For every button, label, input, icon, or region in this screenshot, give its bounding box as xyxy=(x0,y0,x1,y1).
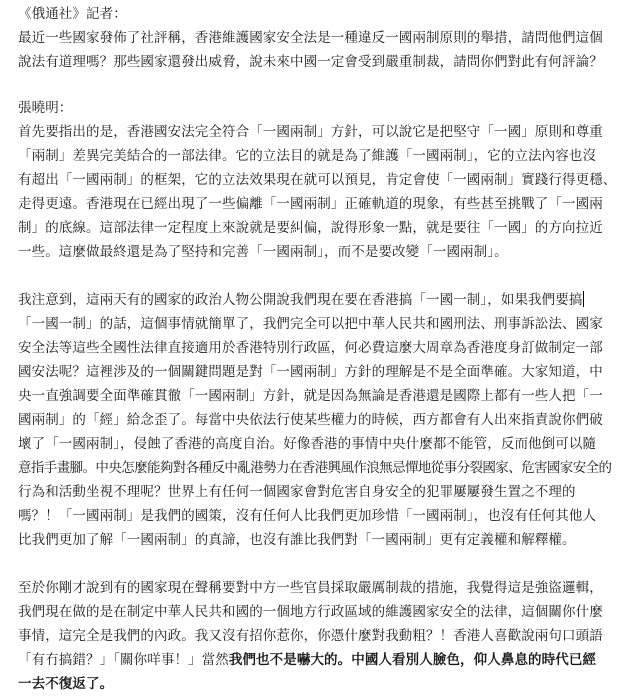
paragraph-gap xyxy=(18,264,618,288)
paragraph2-line: 國安法呢？這裡涉及的一個關鍵問題是對「一國兩制」方針的理解是不是全面準確。大家知道，中 xyxy=(18,364,603,380)
paragraph3-line: 事情，這完全是我們的內政。我又沒有招你惹你，你憑什麼對我動粗？！香港人喜歡說兩句口頭語 xyxy=(18,628,603,644)
paragraph-gap xyxy=(18,552,618,576)
paragraph1-line: 「兩制」差異完美結合的一部法律。它的立法目的就是為了維護「一國兩制」，它的立法內容也沒 xyxy=(18,148,597,164)
answer-speaker: 張曉明： xyxy=(18,100,73,116)
paragraph1-line: 首先要指出的是，香港國安法完全符合「一國兩制」方針，可以說它是把堅守「一國」原則和尊重 xyxy=(18,124,603,140)
paragraph2-line: 嗎？！「一國兩制」是我們的國策，沒有任何人比我們更加珍惜「一國兩制」，也沒有任何其他人 xyxy=(18,508,597,524)
paragraph2-line: 壞了「一國兩制」，侵蝕了香港的高度自治。好像香港的事情中央什麼都不能管，反而他倒可以隨 xyxy=(18,436,597,452)
paragraph3-bold-text: 我們也不是嚇大的。中國人看別人臉色，仰人鼻息的時代已經 xyxy=(228,652,597,668)
paragraph1-line: 有超出「一國兩制」的框架，它的立法效果現在就可以預見，肯定會使「一國兩制」實踐行得更穩、 xyxy=(18,172,617,188)
paragraph2-line[interactable] xyxy=(18,288,618,312)
paragraph2-line: 意指手畫腳。中央怎麼能夠對各種反中亂港勢力在香港興風作浪無忌憚地從事分裂國家、危害國家安全的 xyxy=(18,460,612,476)
paragraph-gap xyxy=(18,74,618,96)
paragraph2-line: 「一國一制」的話，這個事情就簡單了，我們完全可以把中華人民共和國刑法、刑事訴訟法、國家 xyxy=(18,316,603,332)
document-body xyxy=(18,2,618,696)
text-cursor xyxy=(583,291,584,307)
paragraph3-line: 我們現在做的是在制定中華人民共和國的一個地方行政區域的維護國家安全的法律，這個關你什麼 xyxy=(18,604,603,620)
paragraph3-plain-text: 「有冇搞錯？」「關你咩事！」當然 xyxy=(18,652,229,668)
paragraph3-line: 至於你剛才說到有的國家現在聲稱要對中方一些官員採取嚴厲制裁的措施，我覺得這是強盜邏輯， xyxy=(18,580,603,596)
paragraph2-line: 國兩制」的「經」給念歪了。每當中央依法行使某些權力的時候，西方都會有人出來指責說你們破 xyxy=(18,412,603,428)
paragraph3-line xyxy=(18,648,618,672)
paragraph2-line: 央一直強調要全面準確貫徹「一國兩制」方針，就是因為無論是香港還是國際上都有一些人把「一 xyxy=(18,388,603,404)
question-line: 最近一些國家發佈了社評稱，香港維護國家安全法是一種違反一國兩制原則的舉措，請問他們這個 xyxy=(18,30,603,46)
paragraph1-line: 制」的底線。這部法律一定程度上來說就是要糾偏，說得形象一點，就是要往「一國」的方向拉近 xyxy=(18,220,603,236)
paragraph3-bold-line: 一去不復返了。 xyxy=(18,676,114,692)
question-speaker: 《俄通社》記者： xyxy=(18,6,127,22)
paragraph1-line: 走得更遠。香港現在已經出現了一些偏離「一國兩制」正確軌道的現象，有些甚至挑戰了「一國兩 xyxy=(18,196,603,212)
paragraph2-line-text: 我注意到，這兩天有的國家的政治人物公開說我們現在要在香港搞「一國一制」，如果我們要搞 xyxy=(18,292,583,308)
paragraph2-line: 安全法等這些全國性法律直接適用於香港特別行政區，何必費這麼大周章為香港度身訂做制定一部 xyxy=(18,340,603,356)
paragraph2-line: 比我們更加了解「一國兩制」的真諦，也沒有誰比我們對「一國兩制」更有定義權和解釋權。 xyxy=(18,532,576,548)
paragraph2-line: 行為和活動坐視不理呢？世界上有任何一個國家會對危害自身安全的犯罪屢屢發生置之不理的 xyxy=(18,484,576,500)
question-line: 說法有道理嗎？那些國家還發出威脅，說未來中國一定會受到嚴重制裁，請問你們對此有何評論？ xyxy=(18,54,603,70)
paragraph1-line: 一些。這麼做最終還是為了堅持和完善「一國兩制」，而不是要改變「一國兩制」。 xyxy=(18,244,508,260)
